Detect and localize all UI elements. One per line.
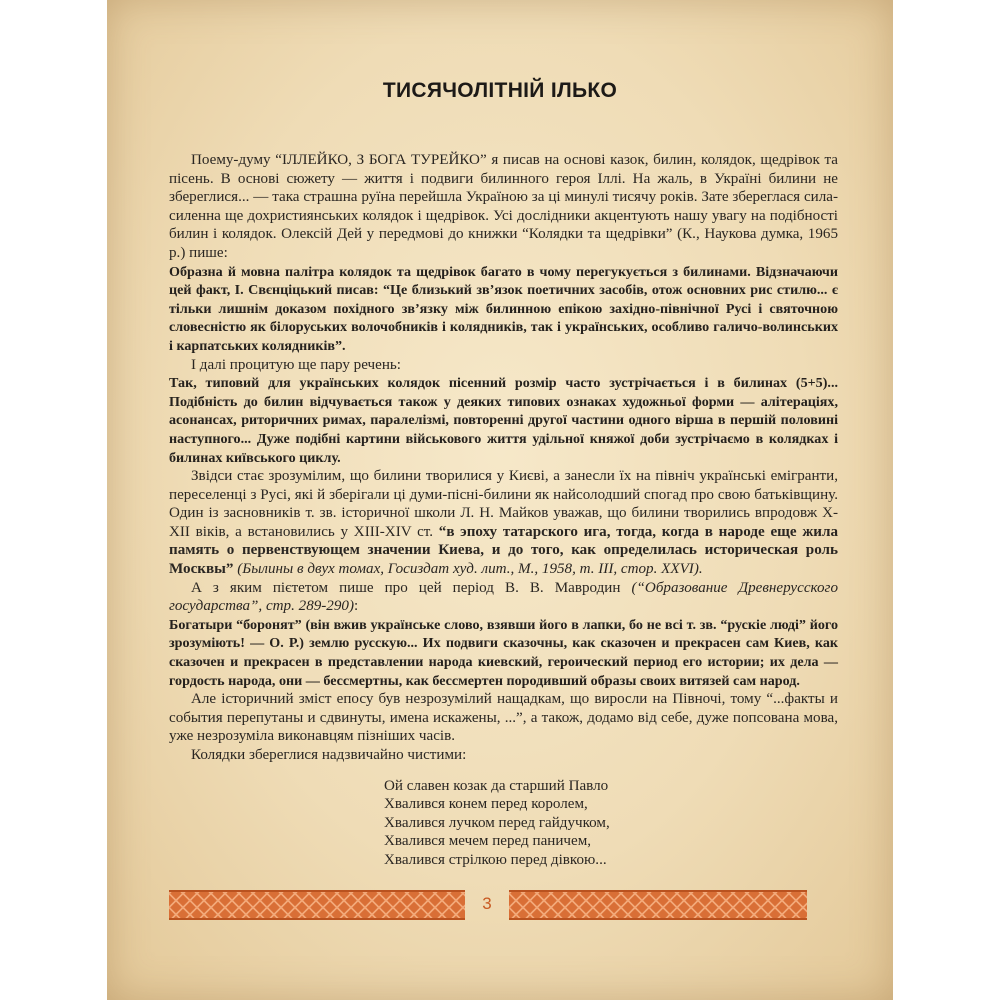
maikov-text: Звідси стає зрозумілим, що билини творилися у Києві, а занесли їх на північ українські емігранти, переселенці з Русі, які й зберігали ці думи-пісні-билини як найсолодший спогад про свою батьківщину. Один із засновників т. зв. історичної школи Л. Н. Майков уважав, що билини творились впродовж X-XII віків, а встановились у XIII-XIV ст. (169, 468, 838, 540)
paragraph-transition: І далі процитую ще пару речень: (191, 356, 401, 373)
maikov-source: (Былины в двух томах, Госиздат худ. лит., М., 1958, т. III, стор. XXVI). (237, 561, 703, 578)
page-number: 3 (482, 894, 492, 913)
poem-line: Хвалився мечем перед паничем, (384, 833, 592, 850)
paragraph-intro: Поему-думу “ІЛЛЕЙКО, З БОГА ТУРЕЙКО” я писав на основі казок, билин, колядок, щедрівок та пісень. В основі сюжету — життя і подвиги билинного героя Іллі. На жаль, в Україні билини не збереглися... — така страшна руїна перейшла Україною за ці минулі тисячу років. Зате збереглася сила-силенна ще дохристиянських колядок і щедрівок. Усі дослідники акцентують нашу увагу на подібності билин і колядок. Олексій Дей у передмові до книжки “Колядки та щедрівки” (К., Наукова думка, 1965 р.) пише: (169, 152, 838, 261)
mavrodin-source: (“Образование Древнерусского государства”, стр. 289-290) (169, 579, 838, 615)
quote-kolyadky: Так, типовий для українських колядок пісенний розмір часто зустрічається і в билинах (5+5)... Подібність до билин відчувається також у деяких типових ознаках художньої форми — алітераціях, асонансах, риторичних римах, паралелізмі, повторенні другої частини одного вірша в першій половині наступного... Дуже подібні картини військового життя удільної княжої доби зустрічаємо в колядках і билинах київського циклу. (169, 375, 838, 466)
poem-line: Ой славен козак да старший Павло (384, 777, 609, 794)
quote-dei: Образна й мовна палітра колядок та щедрівок багато в чому перегукується з билинами. Відзначаючи цей факт, І. Свєнціцький писав: “Це близький зв’язок поетичних засобів, отож основних рис стилю... є тільки лишнім доказом похідного зв’язку між билинною епікою західно-північної Русі і святочною словесністю як білоруських волочобників і колядників, так і українських, особливо галичо-волинських і карпатських колядників”. (169, 263, 838, 354)
paragraph-kolyadky-intro: Колядки збереглися надзвичайно чистими: (191, 747, 467, 763)
poem-line: Хвалився конем перед королем, (384, 796, 588, 813)
mavrodin-colon: : (353, 598, 359, 615)
poem-line: Хвалився лучком перед гайдучком, (384, 814, 610, 831)
page-content (169, 151, 838, 870)
mavrodin-text: А з яким пієтетом пише про цей період В. В. Мавродин (191, 579, 621, 596)
ornament-band-left (169, 890, 465, 920)
paragraph-epos: Але історичний зміст епосу був незрозумілий нащадкам, що виросли на Півночі, тому “...факты и события перепутаны и сдвинуты, имена искажены, ...”, а також, додамо від себе, дуже попсована мова, уже незрозуміла виконавцям пізніших часів. (169, 691, 838, 745)
quote-mavrodin: Богатыри “боронят” (він вжив українське слово, взявши його в лапки, бо не всі т. зв. “рускіе люді” його зрозуміють! — О. Р.) землю русскую... Их подвиги сказочны, как сказочен и прекрасен сам Киев, как сказочен и прекрасен в представлении народа киевский, героический период его истории; их дела — гордость народа, они — бессмертны, как бессмертен породивший образы своих витязей сам народ. (169, 616, 838, 689)
page-title: ТИСЯЧОЛІТНІЙ ІЛЬКО (382, 79, 618, 102)
paragraph-maikov (169, 467, 838, 579)
paragraph-mavrodin (169, 579, 838, 616)
poem (169, 777, 838, 870)
poem-line: Хвалився стрілкою перед дівкою... (384, 851, 607, 868)
maikov-quote: “в эпоху татарского ига, тогда, когда в народе еще жила память о первенствующем значении Киева, и до того, как определилась историческая роль Москвы” (169, 523, 839, 578)
ornament-band-right (509, 890, 807, 920)
page-footer (107, 890, 893, 920)
book-page (107, 0, 893, 1000)
